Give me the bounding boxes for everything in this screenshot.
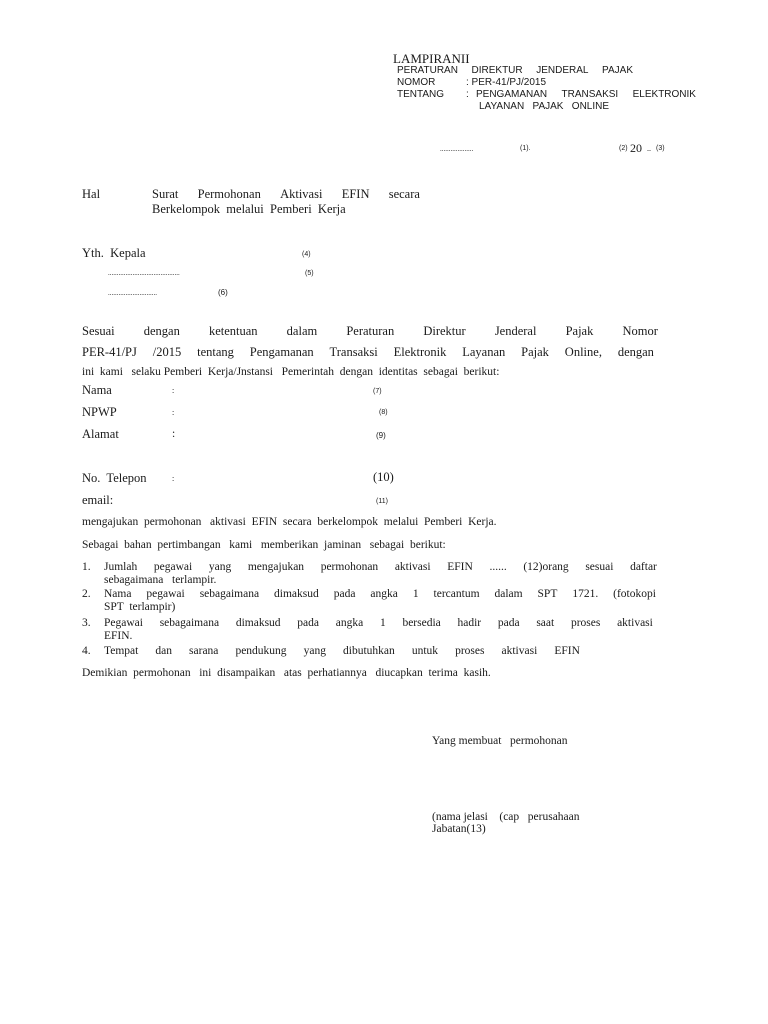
header-word: DIREKTUR bbox=[471, 65, 523, 76]
nomor-label: NOMOR bbox=[397, 77, 436, 88]
hal-word: Permohonan bbox=[197, 187, 261, 201]
item-word: pada bbox=[333, 588, 356, 600]
place-dots: ................... bbox=[440, 145, 474, 153]
item-word: pegawai bbox=[146, 588, 185, 600]
item-2-line1 bbox=[104, 588, 656, 600]
para-word: Online, bbox=[564, 345, 602, 359]
item-1-line1 bbox=[104, 561, 657, 573]
item-word: tercantum bbox=[433, 588, 480, 600]
hal-word: EFIN bbox=[341, 187, 370, 201]
recipient-yth: Yth. Kepala bbox=[82, 246, 146, 260]
para-word: Transaksi bbox=[329, 345, 378, 359]
city-dots: ............................ bbox=[108, 289, 157, 297]
para-word: PER-41/PJ bbox=[82, 345, 137, 359]
marker-7: (7) bbox=[373, 388, 382, 395]
item-word: 1 bbox=[379, 617, 386, 629]
item-word: Tempat bbox=[104, 645, 139, 657]
para-word: Direktur bbox=[423, 324, 466, 338]
item-word: dan bbox=[155, 645, 172, 657]
item-word: aktivasi bbox=[394, 561, 431, 573]
para-word: Pengamanan bbox=[249, 345, 314, 359]
tentang-colon: : bbox=[466, 89, 469, 100]
para-word: /2015 bbox=[152, 345, 182, 359]
field-label-telepon: No. Telepon bbox=[82, 471, 147, 485]
para-word: dengan bbox=[617, 345, 654, 359]
para-word: Layanan bbox=[462, 345, 506, 359]
item-2-line2: SPT terlampir) bbox=[104, 601, 176, 613]
item-word: sebagaimana bbox=[159, 617, 220, 629]
marker-2: (2) bbox=[619, 145, 628, 152]
item-number: 3. bbox=[82, 617, 91, 629]
item-word: sesuai bbox=[585, 561, 614, 573]
item-word: (12)orang bbox=[523, 561, 569, 573]
year-dots: .. bbox=[647, 144, 651, 153]
para-word: Pajak bbox=[565, 324, 594, 338]
hal-label: Hal bbox=[82, 187, 101, 201]
para-word: Peraturan bbox=[346, 324, 395, 338]
item-3-line2: EFIN. bbox=[104, 630, 133, 642]
item-word: Jumlah bbox=[104, 561, 138, 573]
item-word: aktivasi bbox=[501, 645, 538, 657]
signature-name-line: (nama jelasi (cap perusahaan bbox=[432, 811, 580, 823]
para-word: Jenderal bbox=[494, 324, 537, 338]
para-word: Elektronik bbox=[393, 345, 447, 359]
field-label-alamat: Alamat bbox=[82, 427, 119, 441]
item-word: dibutuhkan bbox=[343, 645, 395, 657]
field-label-npwp: NPWP bbox=[82, 405, 117, 419]
item-number: 2. bbox=[82, 588, 91, 600]
item-word: hadir bbox=[457, 617, 482, 629]
marker-6: (6) bbox=[218, 288, 228, 297]
item-word: Pegawai bbox=[104, 617, 143, 629]
item-word: dimaksud bbox=[235, 617, 281, 629]
hal-word: Aktivasi bbox=[280, 187, 323, 201]
para-word: Nomor bbox=[622, 324, 658, 338]
item-word: proses bbox=[455, 645, 485, 657]
paragraph-line2 bbox=[82, 345, 654, 360]
para-word: Pajak bbox=[521, 345, 549, 359]
field-label-nama: Nama bbox=[82, 383, 112, 397]
marker-9: (9) bbox=[376, 431, 386, 440]
para-word: tentang bbox=[197, 345, 234, 359]
item-word: pendukung bbox=[235, 645, 287, 657]
thanks-sentence: Demikian permohonan ini disampaikan atas perhatiannya diucapkan terima kasih. bbox=[82, 667, 491, 679]
paragraph-line3: ini kami selaku Pemberi Kerja/Jnstansi Pemerintah dengan identitas sebagai berikut: bbox=[82, 366, 500, 378]
marker-4: (4) bbox=[302, 251, 311, 258]
item-word: dalam bbox=[494, 588, 523, 600]
item-word: bersedia bbox=[402, 617, 441, 629]
marker-1: (1). bbox=[520, 145, 531, 152]
item-word: mengajukan bbox=[247, 561, 305, 573]
item-word: pegawai bbox=[153, 561, 193, 573]
item-word: proses bbox=[570, 617, 601, 629]
hal-line2: Berkelompok melalui Pemberi Kerja bbox=[152, 202, 346, 216]
item-word: 1 bbox=[412, 588, 419, 600]
year-prefix: 20 bbox=[630, 141, 642, 155]
marker-5: (5) bbox=[305, 270, 314, 277]
hal-word: secara bbox=[388, 187, 420, 201]
item-word: pada bbox=[497, 617, 520, 629]
item-word: dimaksud bbox=[274, 588, 319, 600]
item-word: saat bbox=[536, 617, 555, 629]
header-word: ELEKTRONIK bbox=[632, 89, 696, 100]
item-word: 1721. bbox=[572, 588, 599, 600]
item-word: SPT bbox=[537, 588, 558, 600]
item-word: Nama bbox=[104, 588, 132, 600]
field-label-email: email: bbox=[82, 493, 114, 507]
field-colon: : bbox=[172, 386, 175, 395]
tentang-line2: LAYANAN PAJAK ONLINE bbox=[479, 101, 610, 112]
item-word: yang bbox=[303, 645, 326, 657]
header-word: JENDERAL bbox=[536, 65, 589, 76]
field-colon: : bbox=[172, 408, 175, 417]
tentang-value bbox=[476, 89, 696, 100]
item-number: 4. bbox=[82, 645, 91, 657]
hal-word: Surat bbox=[152, 187, 179, 201]
field-colon: : bbox=[172, 474, 175, 483]
item-number: 1. bbox=[82, 561, 91, 573]
item-word: yang bbox=[208, 561, 232, 573]
header-word: PAJAK bbox=[602, 65, 633, 76]
para-word: dalam bbox=[286, 324, 318, 338]
marker-11: (11) bbox=[376, 498, 388, 505]
signature-jabatan: Jabatan(13) bbox=[432, 823, 486, 835]
nomor-value: : PER-41/PJ/2015 bbox=[466, 77, 547, 88]
marker-8: (8) bbox=[379, 409, 388, 416]
item-word: sebagaimana bbox=[199, 588, 260, 600]
request-sentence: mengajukan permohonan aktivasi EFIN secara berkelompok melalui Pemberi Kerja. bbox=[82, 516, 497, 528]
item-1-line2: sebagaimana terlampir. bbox=[104, 574, 217, 586]
item-word: sarana bbox=[189, 645, 219, 657]
item-word: aktivasi bbox=[617, 617, 653, 629]
attachment-title: LAMPIRANII bbox=[393, 51, 470, 66]
para-word: ketentuan bbox=[208, 324, 258, 338]
regulation-line bbox=[397, 65, 633, 76]
guarantee-intro: Sebagai bahan pertimbangan kami memberikan jaminan sebagai berikut: bbox=[82, 539, 446, 551]
item-word: pada bbox=[297, 617, 320, 629]
para-word: dengan bbox=[143, 324, 180, 338]
item-word: permohonan bbox=[320, 561, 379, 573]
field-colon: : bbox=[172, 428, 176, 440]
item-word: EFIN bbox=[554, 645, 580, 657]
item-3-line1 bbox=[104, 617, 653, 629]
item-word: angka bbox=[335, 617, 364, 629]
tentang-label: TENTANG bbox=[397, 89, 445, 100]
para-word: Sesuai bbox=[82, 324, 115, 338]
header-word: PERATURAN bbox=[397, 65, 458, 76]
item-word: daftar bbox=[630, 561, 657, 573]
hal-line1 bbox=[152, 187, 420, 202]
item-word: untuk bbox=[411, 645, 439, 657]
paragraph-line1 bbox=[82, 324, 658, 339]
item-word: angka bbox=[370, 588, 398, 600]
item-word: (fotokopi bbox=[613, 588, 656, 600]
header-word: TRANSAKSI bbox=[561, 89, 619, 100]
item-word: EFIN bbox=[447, 561, 473, 573]
item-4-line1 bbox=[104, 645, 580, 657]
header-word: PENGAMANAN bbox=[476, 89, 548, 100]
office-dots: ......................................... bbox=[108, 269, 180, 277]
signature-title: Yang membuat permohonan bbox=[432, 735, 568, 747]
item-word: ...... bbox=[489, 561, 507, 573]
marker-10: (10) bbox=[373, 470, 394, 484]
marker-3: (3) bbox=[656, 145, 665, 152]
